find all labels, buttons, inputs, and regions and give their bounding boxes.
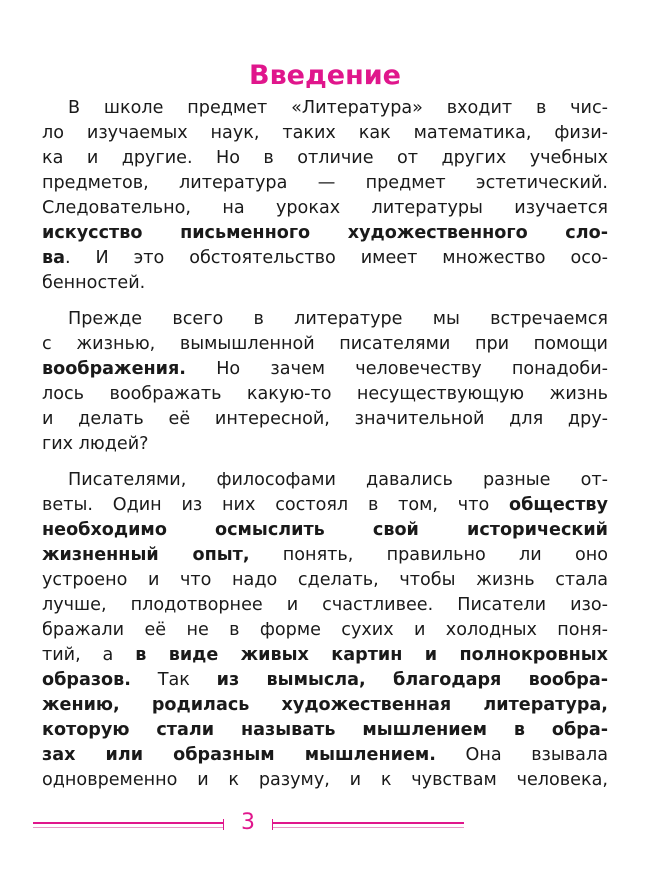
text-line <box>42 271 608 296</box>
text-line <box>42 518 608 543</box>
text-line <box>42 618 608 643</box>
page-footer <box>0 808 650 838</box>
text-segment: Она взывала <box>435 745 608 765</box>
text-line <box>42 96 608 121</box>
bold-text: обществу <box>509 495 608 515</box>
text-segment: ло изучаемых наук, таких как математика, физи- <box>42 123 608 143</box>
text-segment: устроено и что надо сделать, чтобы жизнь стала <box>42 570 608 590</box>
text-line <box>42 743 608 768</box>
text-line <box>42 593 608 618</box>
text-segment: лось воображать какую-то несуществующую жизнь <box>42 384 608 404</box>
bold-text: из вымысла, благодаря вообра- <box>216 670 608 690</box>
text-line <box>42 768 608 793</box>
text-segment: с жизнью, вымышленной писателями при помощи <box>42 334 608 354</box>
text-line <box>42 171 608 196</box>
page-number: 3 <box>241 810 255 835</box>
text-line <box>42 307 608 332</box>
bold-text: которую стали называть мышлением в обра- <box>42 720 608 740</box>
bold-text: образов. <box>42 670 131 690</box>
text-line <box>42 432 608 457</box>
text-line <box>42 357 608 382</box>
text-segment: Следовательно, на уроках литературы изучается <box>42 198 608 218</box>
text-segment: гих людей? <box>42 434 149 454</box>
text-segment: понять, правильно ли оно <box>249 545 608 565</box>
footer-rule-right <box>272 822 464 828</box>
text-line <box>42 146 608 171</box>
text-line <box>42 221 608 246</box>
text-segment: веты. Один из них состоял в том, что <box>42 495 510 515</box>
bold-text: жению, родилась художественная литература, <box>42 695 608 715</box>
bold-text: воображения. <box>42 359 186 379</box>
footer-rule-left <box>33 822 224 828</box>
text-line <box>42 196 608 221</box>
bold-text: жизненный опыт, <box>42 545 250 565</box>
text-line <box>42 693 608 718</box>
bold-text: необходимо осмыслить свой исторический <box>42 520 608 540</box>
page-title: Введение <box>249 60 401 91</box>
text-line <box>42 382 608 407</box>
text-segment: Писателями, философами давались разные от- <box>68 470 608 490</box>
text-segment: Так <box>130 670 217 690</box>
text-segment: бенностей. <box>42 273 146 293</box>
bold-text: ва <box>42 248 66 268</box>
text-line <box>42 121 608 146</box>
text-line <box>42 246 608 271</box>
text-segment: одновременно и к разуму, и к чувствам человека, <box>42 770 608 790</box>
text-segment: . И это обстоятельство имеет множество осо- <box>65 248 608 268</box>
bold-text: в виде живых картин и полнокровных <box>135 645 608 665</box>
bold-text: искусство письменного художественного сло- <box>42 223 608 243</box>
text-segment: предметов, литература — предмет эстетический. <box>42 173 608 193</box>
text-line <box>42 493 608 518</box>
text-line <box>42 332 608 357</box>
text-line <box>42 468 608 493</box>
text-segment: Прежде всего в литературе мы встречаемся <box>68 309 608 329</box>
text-segment: ка и другие. Но в отличие от других учебных <box>42 148 608 168</box>
text-segment: В школе предмет «Литература» входит в чис- <box>68 98 608 118</box>
text-segment: тий, а <box>42 645 136 665</box>
bold-text: зах или образным мышлением. <box>42 745 436 765</box>
text-line <box>42 543 608 568</box>
body-text <box>42 96 608 793</box>
text-segment: лучше, плодотворнее и счастливее. Писатели изо- <box>42 595 608 615</box>
text-line <box>42 668 608 693</box>
text-segment: и делать её интересной, значительной для дру- <box>42 409 608 429</box>
text-segment: Но зачем человечеству понадоби- <box>185 359 608 379</box>
text-segment: бражали её не в форме сухих и холодных поня- <box>42 620 608 640</box>
text-line <box>42 407 608 432</box>
text-line <box>42 568 608 593</box>
text-line <box>42 718 608 743</box>
text-line <box>42 643 608 668</box>
